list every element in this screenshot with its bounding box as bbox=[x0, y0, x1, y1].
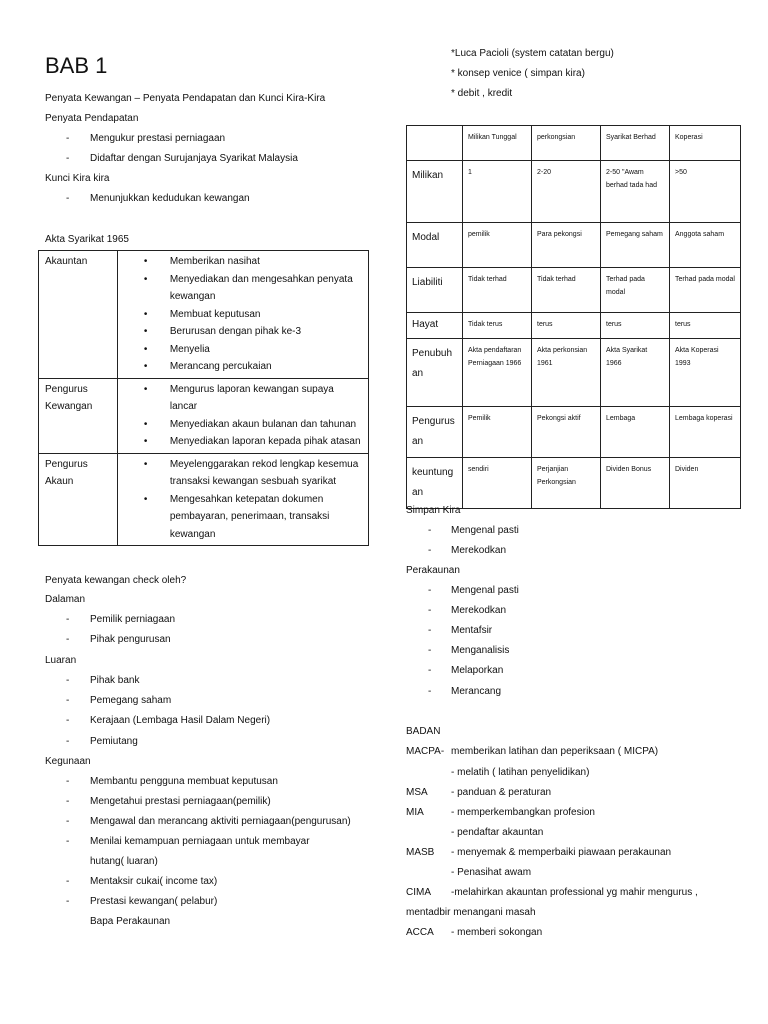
badan-desc: - memperkembangkan profesion bbox=[451, 807, 595, 818]
dash-marker: - bbox=[428, 585, 432, 596]
dash-marker: - bbox=[66, 193, 70, 204]
dash-marker: - bbox=[428, 525, 432, 536]
table-cell: Akta Koperasi 1993 bbox=[670, 339, 741, 407]
header-cell bbox=[407, 126, 463, 161]
dash-marker: - bbox=[66, 153, 70, 164]
list-item: Mengawal dan merancang aktiviti perniagaan(pengurusan) bbox=[90, 816, 351, 827]
badan-desc: - menyemak & memperbaiki piawaan perakaunan bbox=[451, 847, 672, 858]
table-cell: Tidak terus bbox=[463, 313, 532, 339]
list-item: Mengukur prestasi perniagaan bbox=[90, 133, 226, 144]
business-comparison-table bbox=[406, 125, 741, 509]
list-item: Prestasi kewangan( pelabur) bbox=[90, 896, 218, 907]
dash-marker: - bbox=[66, 695, 70, 706]
badan-abbr: CIMA bbox=[406, 887, 431, 898]
dash-marker: - bbox=[66, 133, 70, 144]
table-row bbox=[407, 268, 741, 313]
dash-marker: - bbox=[66, 836, 70, 847]
role-name: Pengurus Kewangan bbox=[39, 378, 118, 453]
table-cell: 2-50 "Awam berhad tada had bbox=[601, 161, 670, 223]
roles-table bbox=[38, 250, 369, 546]
dash-marker: - bbox=[66, 675, 70, 686]
role-duty: • Mengesahkan ketepatan dokumen pembayaran, penerimaan, transaksi kewangan bbox=[170, 491, 362, 544]
dash-marker: - bbox=[66, 796, 70, 807]
heading-akta-syarikat: Akta Syarikat 1965 bbox=[45, 234, 129, 245]
role-name: Pengurus Akaun bbox=[39, 453, 118, 546]
row-label: Modal bbox=[407, 223, 463, 268]
dash-marker: - bbox=[66, 634, 70, 645]
badan-desc: - panduan & peraturan bbox=[451, 787, 552, 798]
list-item: Didaftar dengan Surujanjaya Syarikat Malaysia bbox=[90, 153, 298, 164]
row-label: keuntungan bbox=[407, 458, 463, 509]
table-row bbox=[407, 458, 741, 509]
badan-desc: -melahirkan akauntan professional yg mahir mengurus , bbox=[451, 887, 698, 898]
list-item: Pemiutang bbox=[90, 736, 138, 747]
table-cell: 2-20 bbox=[532, 161, 601, 223]
badan-abbr: ACCA bbox=[406, 927, 434, 938]
list-item: Melaporkan bbox=[451, 665, 504, 676]
note-line: * konsep venice ( simpan kira) bbox=[451, 68, 585, 79]
table-cell: Dividen Bonus bbox=[601, 458, 670, 509]
role-duty: • Menyediakan akaun bulanan dan tahunan bbox=[170, 416, 362, 434]
list-item: Mentafsir bbox=[451, 625, 493, 636]
list-item: Mentaksir cukai( income tax) bbox=[90, 876, 218, 887]
badan-desc: memberikan latihan dan peperiksaan ( MICPA) bbox=[451, 746, 659, 757]
dash-marker: - bbox=[66, 896, 70, 907]
role-duty: • Menyelia bbox=[170, 341, 362, 359]
list-item: Merekodkan bbox=[451, 545, 507, 556]
table-cell: Akta perkonsian 1961 bbox=[532, 339, 601, 407]
table-cell: terus bbox=[601, 313, 670, 339]
table-cell: Pemilik bbox=[463, 407, 532, 458]
table-cell: Tidak terhad bbox=[532, 268, 601, 313]
dash-marker: - bbox=[66, 715, 70, 726]
header-cell: Koperasi bbox=[670, 126, 741, 161]
list-item: Pemilik perniagaan bbox=[90, 614, 176, 625]
table-cell: terus bbox=[532, 313, 601, 339]
table-cell: >50 bbox=[670, 161, 741, 223]
table-cell: Perjanjian Perkongsian bbox=[532, 458, 601, 509]
row-label: Liabiliti bbox=[407, 268, 463, 313]
heading-kunci-kira: Kunci Kira kira bbox=[45, 173, 110, 184]
table-cell: Para pekongsi bbox=[532, 223, 601, 268]
list-item: Menganalisis bbox=[451, 645, 510, 656]
row-label: Hayat bbox=[407, 313, 463, 339]
table-cell: Anggota saham bbox=[670, 223, 741, 268]
table-cell: Akta pendaftaran Perniagaan 1966 bbox=[463, 339, 532, 407]
badan-desc: - pendaftar akauntan bbox=[451, 827, 544, 838]
heading-check: Penyata kewangan check oleh? bbox=[45, 575, 187, 586]
list-item: Mengenal pasti bbox=[451, 525, 519, 536]
list-item: Menunjukkan kedudukan kewangan bbox=[90, 193, 250, 204]
row-label: Milikan bbox=[407, 161, 463, 223]
table-cell: pemilik bbox=[463, 223, 532, 268]
role-duty: • Menyediakan laporan kepada pihak atasan bbox=[170, 433, 362, 451]
heading-simpan-kira: Simpan Kira bbox=[406, 505, 461, 516]
badan-abbr: MACPA- bbox=[406, 746, 445, 757]
dash-marker: - bbox=[66, 614, 70, 625]
badan-desc: - memberi sokongan bbox=[451, 927, 543, 938]
row-label: Pengurusan bbox=[407, 407, 463, 458]
role-name: Akauntan bbox=[39, 251, 118, 379]
role-duty: • Menyediakan dan mengesahkan penyata kewangan bbox=[170, 271, 362, 306]
list-item: Pihak bank bbox=[90, 675, 140, 686]
badan-desc: - melatih ( latihan penyelidikan) bbox=[451, 767, 590, 778]
table-cell: Terhad pada modal bbox=[601, 268, 670, 313]
bapa-perakaunan: Bapa Perakaunan bbox=[90, 916, 171, 927]
table-row bbox=[39, 378, 369, 453]
table-cell: terus bbox=[670, 313, 741, 339]
table-row bbox=[407, 313, 741, 339]
list-item: Membantu pengguna membuat keputusan bbox=[90, 776, 278, 787]
badan-abbr: MASB bbox=[406, 847, 435, 858]
badan-desc: - Penasihat awam bbox=[451, 867, 532, 878]
badan-abbr: MIA bbox=[406, 807, 424, 818]
dash-marker: - bbox=[428, 645, 432, 656]
list-item: Pemegang saham bbox=[90, 695, 172, 706]
dash-marker: - bbox=[428, 605, 432, 616]
table-cell: Tidak terhad bbox=[463, 268, 532, 313]
list-item: Mengetahui prestasi perniagaan(pemilik) bbox=[90, 796, 271, 807]
table-header-row bbox=[407, 126, 741, 161]
heading-badan: BADAN bbox=[406, 726, 441, 737]
role-duty: • Membuat keputusan bbox=[170, 306, 362, 324]
note-line: * debit , kredit bbox=[451, 88, 513, 99]
role-duty: • Berurusan dengan pihak ke-3 bbox=[170, 323, 362, 341]
table-row bbox=[407, 223, 741, 268]
table-cell: 1 bbox=[463, 161, 532, 223]
badan-desc: mentadbir menangani masah bbox=[406, 907, 536, 918]
table-cell: Lembaga bbox=[601, 407, 670, 458]
heading-penyata-pendapatan: Penyata Pendapatan bbox=[45, 113, 139, 124]
table-row bbox=[407, 407, 741, 458]
heading-kegunaan: Kegunaan bbox=[45, 756, 91, 767]
table-cell: Lembaga koperasi bbox=[670, 407, 741, 458]
role-duty: • Meyelenggarakan rekod lengkap kesemua transaksi kewangan sesbuah syarikat bbox=[170, 456, 362, 491]
list-item: Merekodkan bbox=[451, 605, 507, 616]
dash-marker: - bbox=[428, 625, 432, 636]
table-row bbox=[407, 161, 741, 223]
dash-marker: - bbox=[428, 545, 432, 556]
table-cell: Akta Syarikat 1966 bbox=[601, 339, 670, 407]
header-cell: Syarikat Berhad bbox=[601, 126, 670, 161]
heading-luaran: Luaran bbox=[45, 655, 77, 666]
role-duty: • Merancang percukaian bbox=[170, 358, 362, 376]
table-cell: Dividen bbox=[670, 458, 741, 509]
dash-marker: - bbox=[428, 686, 432, 697]
table-row bbox=[39, 453, 369, 546]
table-row bbox=[407, 339, 741, 407]
list-item: Pihak pengurusan bbox=[90, 634, 171, 645]
dash-marker: - bbox=[66, 816, 70, 827]
note-line: *Luca Pacioli (system catatan bergu) bbox=[451, 48, 614, 59]
heading-perakaunan: Perakaunan bbox=[406, 565, 460, 576]
row-label: Penubuhan bbox=[407, 339, 463, 407]
table-row bbox=[39, 251, 369, 379]
dash-marker: - bbox=[66, 736, 70, 747]
dash-marker: - bbox=[66, 876, 70, 887]
list-item-continuation: hutang( luaran) bbox=[90, 856, 158, 867]
table-cell: Pekongsi aktif bbox=[532, 407, 601, 458]
heading-dalaman: Dalaman bbox=[45, 594, 86, 605]
list-item: Menilai kemampuan perniagaan untuk membayar bbox=[90, 836, 310, 847]
heading-penyata-kewangan: Penyata Kewangan – Penyata Pendapatan dan Kunci Kira-Kira bbox=[45, 93, 326, 104]
list-item: Kerajaan (Lembaga Hasil Dalam Negeri) bbox=[90, 715, 271, 726]
table-cell: Terhad pada modal bbox=[670, 268, 741, 313]
list-item: Mengenal pasti bbox=[451, 585, 519, 596]
list-item: Merancang bbox=[451, 686, 502, 697]
dash-marker: - bbox=[428, 665, 432, 676]
table-cell: sendiri bbox=[463, 458, 532, 509]
header-cell: perkongsian bbox=[532, 126, 601, 161]
dash-marker: - bbox=[66, 776, 70, 787]
page-title: BAB 1 bbox=[45, 53, 108, 78]
role-duty: • Mengurus laporan kewangan supaya lancar bbox=[170, 381, 362, 416]
role-duty: • Memberikan nasihat bbox=[170, 253, 362, 271]
table-cell: Pemegang saham bbox=[601, 223, 670, 268]
badan-abbr: MSA bbox=[406, 787, 428, 798]
header-cell: Milikan Tunggal bbox=[463, 126, 532, 161]
